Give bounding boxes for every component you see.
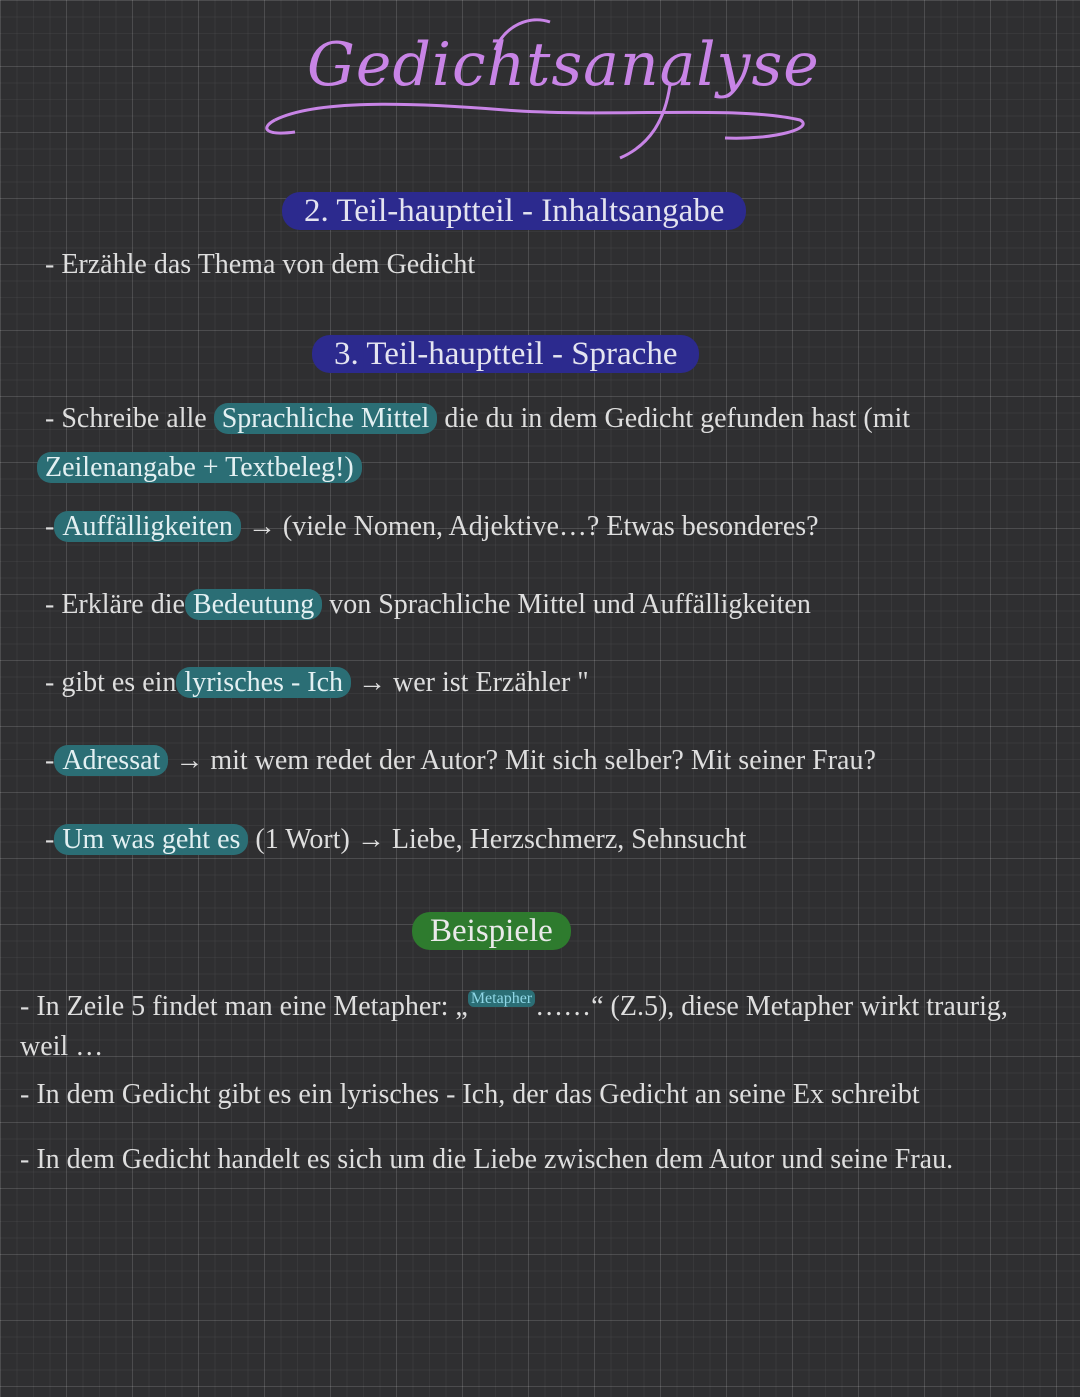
list-item-auffaelligkeiten [45,510,819,544]
highlight-bedeutung: Bedeutung [185,589,322,620]
list-item-adressat [45,744,876,778]
list-item-bedeutung [45,588,811,622]
examples-heading: Beispiele [412,912,571,950]
item-text: - Schreibe alle [45,403,207,434]
list-item-continuation [37,451,362,485]
example-text: “ (Z.5), diese Metapher wirkt traurig, [591,991,1008,1022]
item-text: (1 Wort) → Liebe, Herzschmerz, Sehnsucht [255,824,747,855]
metapher-placeholder [468,991,591,1022]
example-liebe: - In dem Gedicht handelt es sich um die Liebe zwischen dem Autor und seine Frau. [20,1144,954,1175]
example-lyrisches-ich: - In dem Gedicht gibt es ein lyrisches - Ich, der das Gedicht an seine Ex schreibt [20,1079,920,1110]
item-text: die du in dem Gedicht gefunden hast (mit [444,403,911,434]
item-text: von Sprachliche Mittel und Auffälligkeiten [329,589,811,620]
list-item-thema [45,823,746,857]
section2-heading: 2. Teil-hauptteil - Inhaltsangabe [282,192,746,230]
highlight-sprachliche-mittel: Sprachliche Mittel [214,403,438,434]
item-text: → mit wem redet der Autor? Mit sich selber? Mit seiner Frau? [175,745,876,776]
list-item-lyrisches-ich [45,666,589,700]
highlight-um-was-geht-es: Um was geht es [54,824,248,855]
item-text: - Erkläre die [45,589,185,620]
title-text: Gedichtsanalyse [307,30,820,100]
section3-heading: 3. Teil-hauptteil - Sprache [312,335,699,373]
item-text: → (viele Nomen, Adjektive…? Etwas besonderes? [247,511,819,542]
example-text: - In Zeile 5 findet man eine Metapher: „ [20,991,468,1022]
page-title [255,10,825,160]
item-text: → wer ist Erzähler " [358,667,589,698]
metapher-note: Metapher [468,990,535,1007]
highlight-zeilenangabe: Zeilenangabe + Textbeleg!) [37,452,362,483]
highlight-adressat: Adressat [54,745,168,776]
highlight-lyrisches-ich: lyrisches - Ich [176,667,351,698]
example-metapher-continued: weil … [20,1031,104,1062]
placeholder-dots: …… [535,991,592,1022]
section2-item-theme: - Erzähle das Thema von dem Gedicht [45,249,476,280]
item-text: - gibt es ein [45,667,177,698]
item-dash: - [45,824,55,855]
highlight-auffaelligkeiten: Auffälligkeiten [54,511,241,542]
list-item-sprachliche-mittel [45,402,910,436]
example-metapher [20,990,1008,1028]
item-dash: - [45,745,55,776]
item-dash: - [45,511,55,542]
